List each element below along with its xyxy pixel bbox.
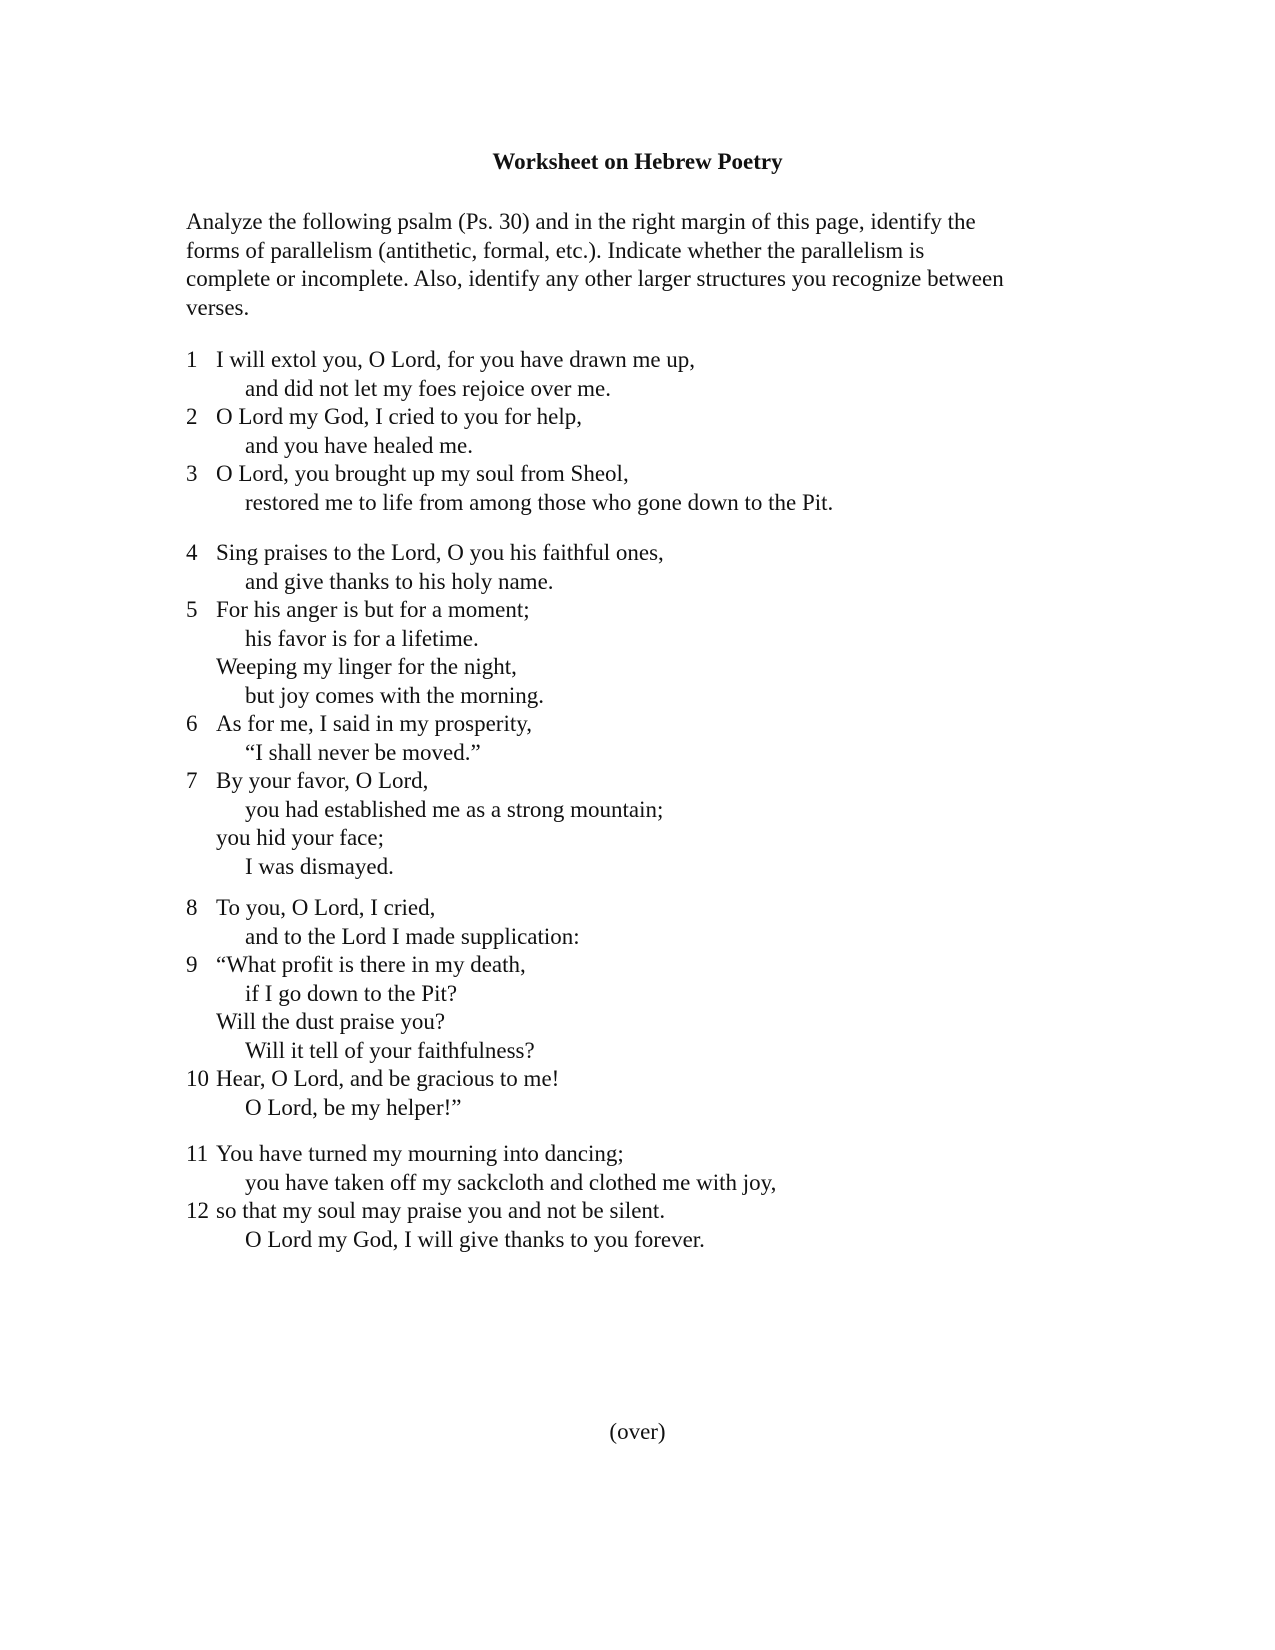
psalm-verse-line [186, 1169, 1086, 1198]
psalm-verse-line [186, 489, 1086, 518]
verse-text: and you have healed me. [245, 432, 473, 458]
verse-number: 5 [186, 597, 198, 622]
verse-text: Weeping my linger for the night, [216, 654, 517, 679]
psalm-verse-line [186, 767, 1086, 796]
verse-number: 8 [186, 895, 198, 920]
psalm-verse-line [186, 710, 1086, 739]
psalm-verse-line [186, 1094, 1086, 1123]
psalm-verse-line [186, 894, 1086, 923]
verse-number: 6 [186, 711, 198, 736]
verse-text: As for me, I said in my prosperity, [216, 711, 532, 736]
instructions-line: forms of parallelism (antithetic, formal, etc.). Indicate whether the parallelism is [186, 237, 925, 263]
psalm-verse-line [186, 653, 1086, 682]
psalm-verse-line [186, 346, 1086, 375]
psalm-verse-line [186, 853, 1086, 882]
psalm-verse-line [186, 1037, 1086, 1066]
verse-number: 9 [186, 952, 198, 977]
psalm-verse-line [186, 568, 1086, 597]
verse-text: you hid your face; [216, 825, 384, 850]
psalm-verse-line [186, 432, 1086, 461]
psalm-verse-line [186, 596, 1086, 625]
psalm-stanza-3 [186, 894, 1086, 1122]
verse-number: 4 [186, 540, 198, 565]
verse-text: if I go down to the Pit? [245, 980, 458, 1006]
verse-text: By your favor, O Lord, [216, 768, 429, 793]
psalm-verse-line [186, 951, 1086, 980]
verse-text: I will extol you, O Lord, for you have drawn me up, [216, 347, 696, 372]
verse-text: “What profit is there in my death, [216, 952, 526, 977]
verse-text: For his anger is but for a moment; [216, 597, 530, 622]
verse-text: O Lord my God, I will give thanks to you forever. [245, 1226, 705, 1252]
verse-text: O Lord, you brought up my soul from Sheol, [216, 461, 629, 486]
verse-text: To you, O Lord, I cried, [216, 895, 436, 920]
verse-text: Will it tell of your faithfulness? [245, 1037, 535, 1063]
psalm-verse-line [186, 923, 1086, 952]
instructions-line: complete or incomplete. Also, identify any other larger structures you recognize between [186, 266, 1004, 291]
psalm-verse-line [186, 1065, 1086, 1094]
verse-text: and give thanks to his holy name. [245, 568, 554, 594]
psalm-verse-line [186, 1140, 1086, 1169]
verse-text: O Lord, be my helper!” [245, 1094, 462, 1120]
psalm-verse-line [186, 824, 1086, 853]
page-footer-over: (over) [609, 1419, 666, 1444]
instructions-paragraph [186, 208, 1086, 322]
psalm-verse-line [186, 539, 1086, 568]
psalm-stanza-1 [186, 346, 1086, 517]
psalm-verse-line [186, 682, 1086, 711]
verse-text: but joy comes with the morning. [245, 682, 544, 708]
verse-text: O Lord my God, I cried to you for help, [216, 404, 583, 429]
psalm-stanza-2 [186, 539, 1086, 881]
verse-number: 7 [186, 768, 198, 793]
verse-number: 2 [186, 404, 198, 429]
verse-text: Will the dust praise you? [216, 1009, 446, 1034]
verse-text: and did not let my foes rejoice over me. [245, 375, 611, 401]
verse-number: 3 [186, 461, 198, 486]
verse-text: I was dismayed. [245, 853, 394, 879]
verse-text: you have taken off my sackcloth and clothed me with joy, [245, 1169, 777, 1195]
verse-text: Hear, O Lord, and be gracious to me! [216, 1066, 560, 1091]
verse-text: You have turned my mourning into dancing; [216, 1141, 624, 1166]
instructions-line: verses. [186, 294, 250, 320]
verse-number: 1 [186, 347, 198, 372]
psalm-verse-line [186, 1008, 1086, 1037]
psalm-verse-line [186, 1226, 1086, 1255]
psalm-verse-line [186, 625, 1086, 654]
verse-text: you had established me as a strong mountain; [245, 796, 664, 822]
verse-number: 12 [186, 1198, 209, 1223]
verse-text: restored me to life from among those who gone down to the Pit. [245, 489, 834, 515]
psalm-verse-line [186, 375, 1086, 404]
psalm-verse-line [186, 739, 1086, 768]
verse-text: “I shall never be moved.” [245, 739, 481, 765]
verse-text: and to the Lord I made supplication: [245, 923, 580, 949]
psalm-verse-line [186, 403, 1086, 432]
psalm-verse-line [186, 980, 1086, 1009]
verse-number: 11 [186, 1141, 209, 1166]
psalm-verse-line [186, 1197, 1086, 1226]
instructions-line: Analyze the following psalm (Ps. 30) and in the right margin of this page, identify the [186, 209, 976, 234]
verse-text: his favor is for a lifetime. [245, 625, 479, 651]
psalm-verse-line [186, 460, 1086, 489]
verse-text: so that my soul may praise you and not be silent. [216, 1198, 666, 1223]
psalm-stanza-4 [186, 1140, 1086, 1254]
page-title: Worksheet on Hebrew Poetry [492, 149, 783, 174]
verse-number: 10 [186, 1066, 209, 1091]
psalm-verse-line [186, 796, 1086, 825]
verse-text: Sing praises to the Lord, O you his faithful ones, [216, 540, 664, 565]
